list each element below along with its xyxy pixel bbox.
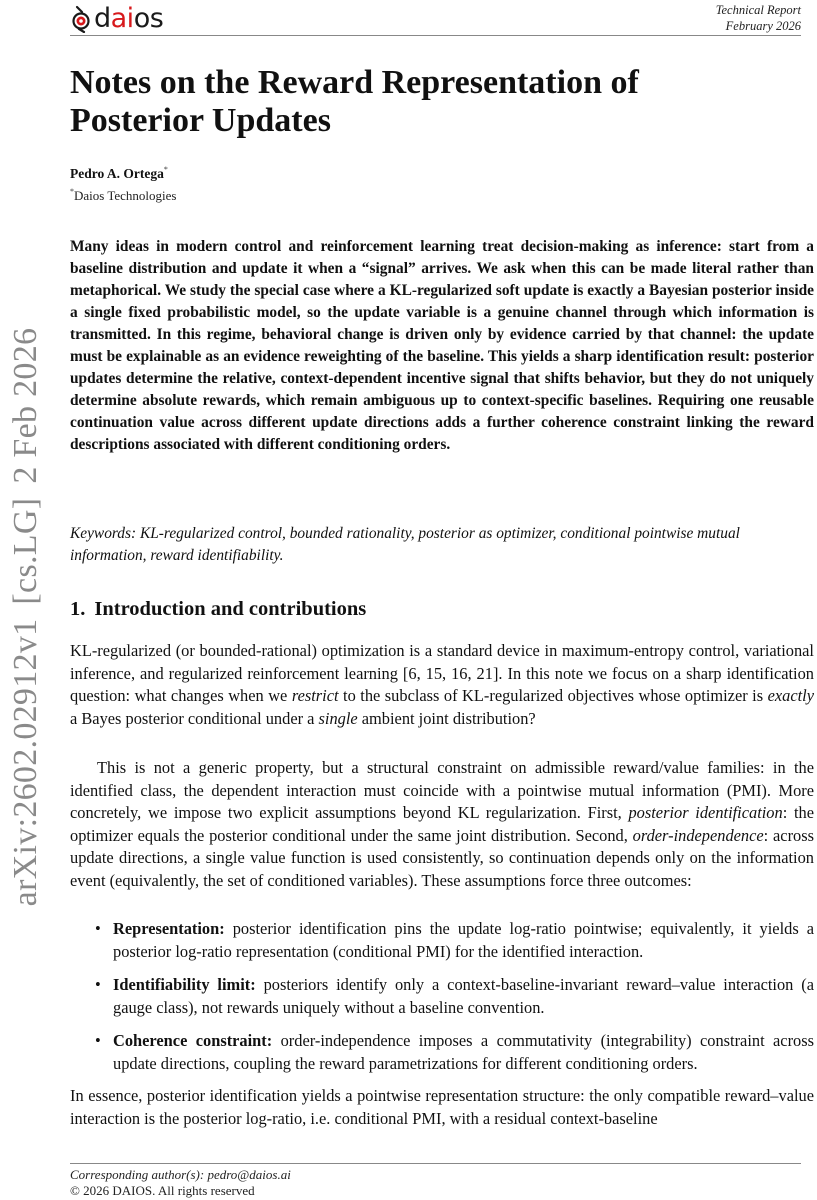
footer-divider: [70, 1163, 801, 1164]
list-item: • Representation: posterior identification pins the update log-ratio pointwise; equivalently, it yields a posterior log-ratio representation (conditional PMI) for the identified interaction.: [95, 919, 814, 961]
author-name: Pedro A. Ortega*: [70, 165, 168, 181]
corresponding-author: Corresponding author(s): pedro@daios.ai: [70, 1167, 291, 1182]
arxiv-id: arXiv:2602.02912v1: [7, 618, 44, 907]
arxiv-category: [cs.LG]: [7, 497, 44, 605]
report-date: February 2026: [725, 19, 801, 33]
abstract: Many ideas in modern control and reinforcement learning treat decision-making as inference: start from a baseline distribution and update it when a “signal” arrives. We ask when this can be made literal rather than metaphorical. We study the special case where a KL-regularized soft update is exactly a Bayesian posterior inside a single fixed probabilistic model, so the update variable is a genuine channel through which information is transmitted. In this regime, behavioral change is driven only by evidence carried by that channel: the update must be explainable as an evidence reweighting of the baseline. This yields a sharp identification result: posterior updates determine the relative, context-dependent incentive signal that shifts behavior, but they do not uniquely determine absolute rewards, which remain ambiguous up to context-specific baselines. Requiring one reusable continuation value across different update directions adds a further coherence constraint linking the reward descriptions associated with different conditioning orders.: [70, 238, 814, 453]
bullet-icon: •: [95, 1031, 101, 1050]
author-affiliation: *Daios Technologies: [70, 187, 177, 203]
keywords: Keywords: KL-regularized control, bounded rationality, posterior as optimizer, conditional pointwise mutual information, reward identifiability.: [70, 525, 740, 564]
bullet-icon: •: [95, 975, 101, 994]
list-item: • Identifiability limit: posteriors identify only a context-baseline-invariant reward–value interaction (a gauge class), not rewards uniquely without a baseline convention.: [95, 975, 814, 1017]
logo-wordmark: daios: [94, 3, 164, 34]
bullet-icon: •: [95, 919, 101, 938]
arxiv-date: 2 Feb 2026: [7, 327, 44, 484]
intro-paragraph-2: This is not a generic property, but a structural constraint on admissible reward/value families: in the identified class, the dependent interaction must coincide with a pointwise mutual information (PMI). More concretely, we impose two explicit assumptions beyond KL regularization. First, posterior identification: the optimizer equals the posterior conditional under the same joint distribution. Second, order-independence: across update directions, a single value function is used consistently, so continuation depends only on the information event (equivalently, the set of conditioned variables). These assumptions force three outcomes:: [70, 758, 814, 890]
section-heading: 1. Introduction and contributions: [70, 598, 367, 620]
copyright: © 2026 DAIOS. All rights reserved: [70, 1183, 255, 1198]
intro-paragraph-3: In essence, posterior identification yields a pointwise representation structure: the only compatible reward–value interaction is the posterior log-ratio, i.e. conditional PMI, with a residual context-baseline: [70, 1086, 814, 1128]
paper-title: Notes on the Reward Representation of Posterior Updates: [70, 64, 639, 139]
intro-paragraph-1: KL-regularized (or bounded-rational) optimization is a standard device in maximum-entropy control, variational inference, and regularized reinforcement learning [6, 15, 16, 21]. In this note we focus on a sharp identification question: what changes when we restrict to the subclass of KL-regularized objectives whose optimizer is exactly a Bayes posterior conditional under a single ambient joint distribution?: [70, 641, 814, 728]
daios-logo: [70, 4, 163, 34]
outcomes-list: [70, 918, 814, 1086]
header-divider: [70, 35, 801, 36]
report-type: Technical Report: [715, 3, 801, 17]
daios-logo-icon: [70, 5, 92, 33]
arxiv-stamp: [7, 314, 45, 907]
list-item: • Coherence constraint: order-independence imposes a commutativity (integrability) constraint across update directions, coupling the reward parametrizations for different conditioning orders.: [95, 1031, 814, 1073]
report-meta: [716, 2, 801, 34]
